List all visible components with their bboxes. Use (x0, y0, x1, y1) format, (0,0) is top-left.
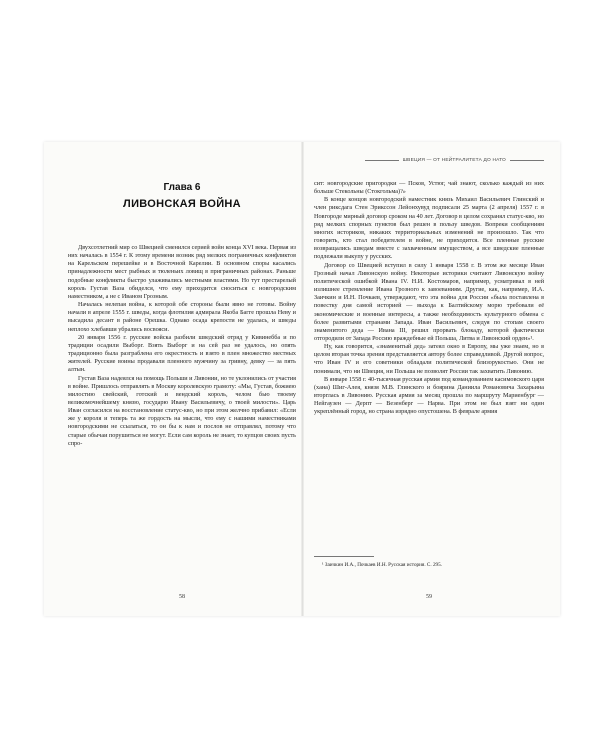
paragraph: В конце концов новгородский наместник князь Михаил Васильевич Глинский и член риксдага Стен Эрикссон Лейонхувуд подписали 25 марта (2 апреля) 1557 г. в Новгороде мирный договор сроком на 40 лет. Договор в целом сохранял статус-кво, но ряд мелких спорных пунктов был решен в пользу шведов. Вопреки сообщениям многих историков, никаких территориальных изменений не произошло. Так что говорить, кто стал победителем в войне, не приходится. Все пленные русские возвращались шведам вместе с захваченным имуществом, а все шведские пленные подлежали выкупу у русских. (314, 196, 544, 261)
page-number: 58 (179, 594, 185, 600)
paragraph: Договор со Швецией вступил в силу 1 января 1558 г. В этом же месяце Иван Грозный начал Ливонскую войну. Некоторые историки считают Ливонскую войну политической ошибкой Ивана IV. Н.И. Костомаров, например, усматривал в ней излишнее стремление Ивана Грозного к завоеваниям. Другие, как, например, И.А. Заичкин и И.Н. Почкаев, утверждают, что эта война для России «была поставлена в повестку дня самой историей — выхода к Балтийскому морю требовали её экономические и военные интересы, а также необходимость культурного обмена с более развитыми странами Запада. Иван Васильевич, следуя по стопам своего знаменитого деда — Ивана III, решил прорвать блокаду, которой фактически отгородили от Запада Россию враждебные ей Польша, Литва и Ливонский орден»¹. (314, 261, 544, 342)
chapter-label: Глава 6 (163, 182, 201, 193)
running-head (314, 158, 544, 163)
paragraph: Началась нелепая война, к которой обе стороны были явно не готовы. Войну начали в апреле 1555 г. шведы, когда флотилия адмирала Якоба Багге прошла Неву и высадила десант в районе Орешка. Однако осада крепости не удалась, и шведы неплохо хлебавши убрались восвояси. (68, 301, 296, 333)
footnote-rule (314, 556, 374, 557)
running-head-rule-left (365, 160, 399, 161)
running-head-text: ШВЕЦИЯ — ОТ НЕЙТРАЛИТЕТА ДО НАТО (402, 158, 506, 163)
paragraph: Двухсотлетний мир со Швецией сменился серией войн конца XVI века. Первая из них началась в 1554 г. К этому времени возник ряд мелких пограничных конфликтов на Карельском перешейке и в Восточной Карелии. В основном споры касались принадлежности мест рыбных и тюленьих ловищ в приграничных районах. Раньше подобные конфликты быстро улаживались местными властями. Но тут престарелый король Густав Ваза обиделся, что ему приходится сноситься с новгородским наместником, а не с Иваном Грозным. (68, 244, 296, 300)
right-page-body (314, 180, 544, 417)
right-page (314, 142, 544, 616)
book-gutter (301, 142, 304, 616)
chapter-title: ЛИВОНСКАЯ ВОЙНА (123, 198, 241, 210)
paragraph: Густав Ваза надеялся на помощь Польши и Ливонии, но те уклонились от участия в войне. Пришлось отправлять в Москву королевскую грамоту: «Мы, Густав, божиею милостию свейский, готский и вендский король, челом бью твоему великомочнейшему князю, государю Ивану Васильевичу, о твоей милости». Царь Иван согласился на восстановление статус-кво, но при этом желчно прибавил: «Если же у короля и теперь та же гордость на мысли, что ему с нашими наместниками новгородскими не ссылаться, то он бы к нам и послов не отправлял, потому что старые обычаи порушиться не могут. Если сам король не знает, то купцов своих пусть спро- (68, 374, 296, 447)
footnote: ¹ Заичкин И.А., Почкаев И.Н. Русская история. С. 295. (322, 562, 443, 568)
running-head-rule-right (510, 160, 544, 161)
chapter-spacer (68, 210, 296, 244)
paragraph: 20 января 1556 г. русские войска разбили шведский отряд у Кивинебба и по традиции осадили Выборг. Взять Выборг и на сей раз не удалось, но опять традиционно была разграблена его окрестность и взято в плен множество местных жителей. Русские воины продавали пленного мужчину за гривну, девку — за пять алтын. (68, 333, 296, 374)
paragraph: Ну, как говорится, «знаменитый дед» затеял окно в Европу, мы уже знаем, но в целом вторая точка зрения представляется автору более справедливой. Другой вопрос, что Иван IV и его советники обладали политической близорукостью. Они не понимали, что ни Швеция, ни Польша не позволят России так захватить Ливонию. (314, 343, 544, 375)
paragraph: В январе 1558 г. 40-тысячная русская армия под командованием касимовского царя (хана) Шиг-Алея, князя М.В. Глинского и боярина Даниила Романовича Захарьина вторглась в Ливонию. Русская армия за месяц прошла по маршруту Мариенбург — Нейгаузен — Дерпт — Везенберг — Нарва. При этом не был взят ни один укреплённый город, но страна изрядно опустошена. В феврале армия (314, 375, 544, 416)
paragraph: сит: новгородские пригородки — Псков, Устюг, чай знают, сколько каждый из них больше Стекольны (Стокгольма)?» (314, 180, 544, 196)
left-page-body (68, 244, 296, 448)
page-number: 59 (426, 594, 432, 600)
book-spread (44, 142, 560, 616)
left-page (68, 142, 296, 616)
